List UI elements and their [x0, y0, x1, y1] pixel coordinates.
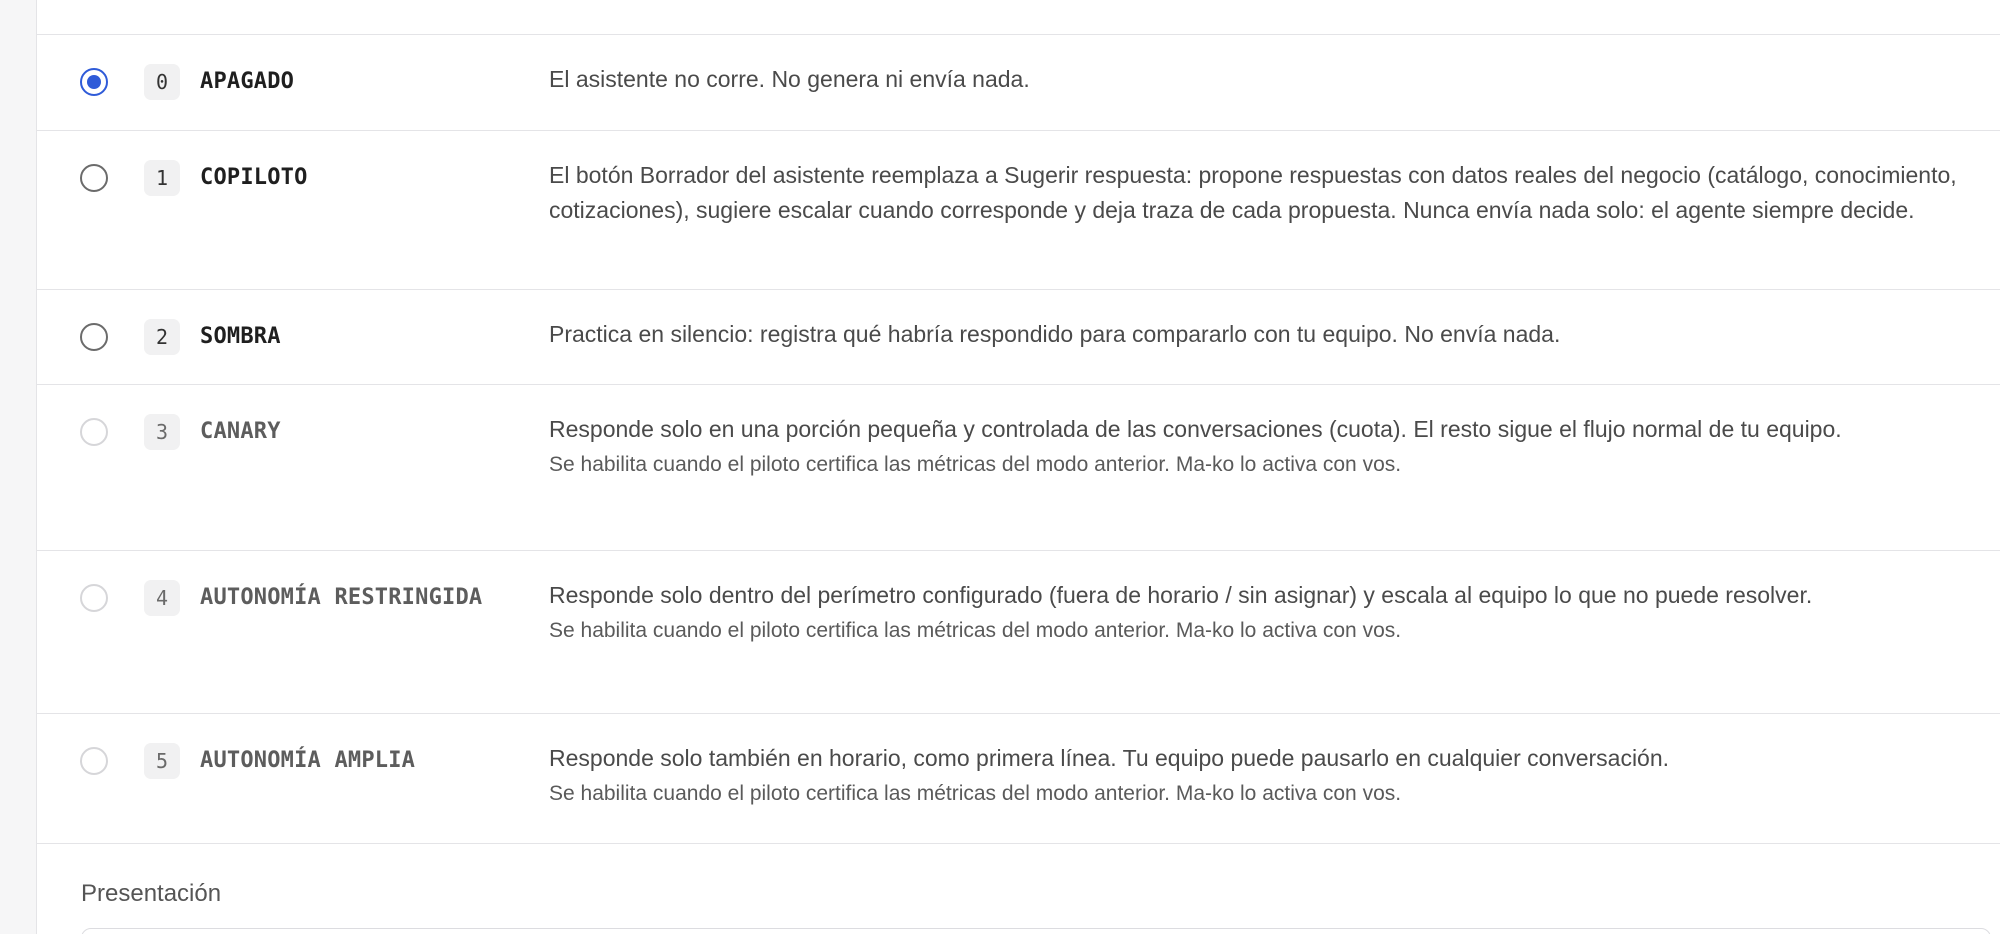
mode-name-label: APAGADO — [200, 69, 295, 94]
mode-number-badge: 3 — [144, 414, 180, 450]
mode-description-block — [549, 317, 1989, 352]
mode-number-badge: 2 — [144, 319, 180, 355]
presentation-input[interactable] — [81, 928, 1991, 934]
mode-enablement-note: Se habilita cuando el piloto certifica las métricas del modo anterior. Ma-ko lo activa con vos. — [549, 453, 1402, 476]
mode-description-block — [549, 741, 1989, 809]
mode-name-label: COPILOTO — [200, 165, 308, 190]
mode-description-block — [549, 578, 1989, 646]
mode-row-apagado[interactable] — [37, 35, 2000, 131]
panel-top-divider — [37, 0, 2000, 35]
mode-number-badge: 5 — [144, 743, 180, 779]
mode-description: Responde solo dentro del perímetro configurado (fuera de horario / sin asignar) y escala al equipo lo que no puede resolver. — [549, 582, 1813, 608]
autonomy-mode-panel — [37, 0, 2000, 934]
mode-number-badge: 0 — [144, 64, 180, 100]
mode-description: Responde solo también en horario, como primera línea. Tu equipo puede pausarlo en cualquier conversación. — [549, 745, 1670, 771]
mode-enablement-note: Se habilita cuando el piloto certifica las métricas del modo anterior. Ma-ko lo activa con vos. — [549, 782, 1402, 805]
mode-radio-autonomia-restringida — [80, 584, 108, 612]
mode-description: El asistente no corre. No genera ni envía nada. — [549, 66, 1030, 92]
presentation-section-label: Presentación — [81, 880, 222, 907]
mode-description-block — [549, 62, 1989, 97]
mode-radio-autonomia-amplia — [80, 747, 108, 775]
left-rail — [0, 0, 37, 934]
mode-description: Practica en silencio: registra qué habría respondido para compararlo con tu equipo. No envía nada. — [549, 321, 1561, 347]
mode-description: El botón Borrador del asistente reemplaza a Sugerir respuesta: propone respuestas con datos reales del negocio (catálogo, conocimiento, cotizaciones), sugiere escalar cuando corresponde y deja traza de cada propuesta. Nunca envía nada solo: el agente siempre decide. — [549, 162, 1957, 223]
mode-radio-apagado[interactable] — [80, 68, 108, 96]
mode-name-label: CANARY — [200, 419, 281, 444]
mode-radio-sombra[interactable] — [80, 323, 108, 351]
mode-number-badge: 4 — [144, 580, 180, 616]
mode-radio-canary — [80, 418, 108, 446]
mode-name-label: SOMBRA — [200, 324, 281, 349]
mode-enablement-note: Se habilita cuando el piloto certifica las métricas del modo anterior. Ma-ko lo activa con vos. — [549, 619, 1402, 642]
mode-row-autonomia-restringida — [37, 551, 2000, 714]
mode-row-autonomia-amplia — [37, 714, 2000, 844]
mode-name-label: AUTONOMÍA AMPLIA — [200, 748, 416, 773]
mode-description: Responde solo en una porción pequeña y controlada de las conversaciones (cuota). El resto sigue el flujo normal de tu equipo. — [549, 416, 1842, 442]
mode-radio-copiloto[interactable] — [80, 164, 108, 192]
mode-row-copiloto[interactable] — [37, 131, 2000, 290]
mode-number-badge: 1 — [144, 160, 180, 196]
mode-description-block — [549, 158, 1989, 228]
mode-description-block — [549, 412, 1989, 480]
mode-row-canary — [37, 385, 2000, 551]
mode-row-sombra[interactable] — [37, 290, 2000, 385]
mode-name-label: AUTONOMÍA RESTRINGIDA — [200, 585, 483, 610]
